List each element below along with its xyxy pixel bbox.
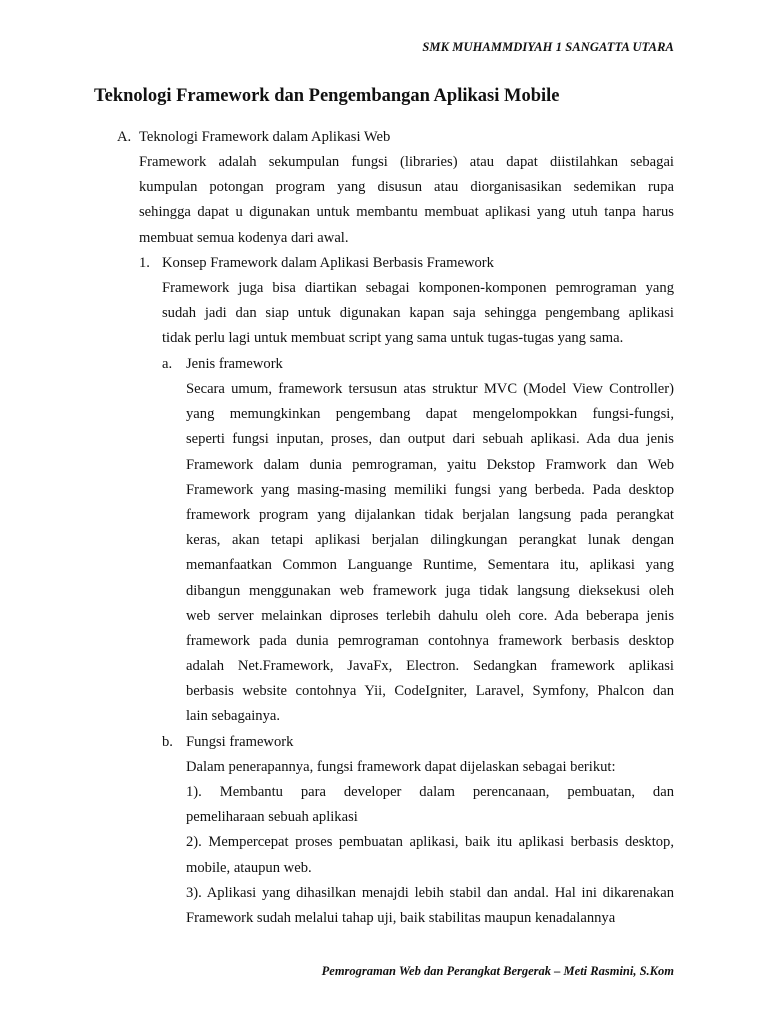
paragraph-line: memanfaatkan Common Languange Runtime, Sementara itu, aplikasi yang	[186, 557, 674, 573]
paragraph-line: sudah jadi dan siap untuk digunakan kapan saja sehingga pengembang aplikasi	[162, 305, 674, 321]
paragraph-line: sehingga dapat u digunakan untuk membantu membuat aplikasi yang utuh tanpa harus	[139, 204, 674, 220]
paragraph-line: framework program yang dijalankan tidak berjalan langsung pada perangkat	[186, 507, 674, 523]
page-title: Teknologi Framework dan Pengembangan Aplikasi Mobile	[94, 86, 560, 106]
paragraph-line: framework pada dunia pemrograman contohnya framework berbasis desktop	[186, 633, 674, 649]
page-footer: Pemrograman Web dan Perangkat Bergerak – Meti Rasmini, S.Kom	[321, 964, 674, 978]
paragraph-line: membuat semua kodenya dari awal.	[139, 230, 349, 246]
paragraph-line: lain sebagainya.	[186, 708, 281, 724]
paragraph-line: adalah Net.Framework, JavaFx, Electron. Sedangkan framework aplikasi	[186, 658, 674, 674]
paragraph-line: tidak perlu lagi untuk membuat script yang sama untuk tugas-tugas yang sama.	[162, 330, 624, 346]
list-item: 3). Aplikasi yang dihasilkan menajdi lebih stabil dan andal. Hal ini dikarenakan	[186, 885, 674, 901]
paragraph-line: Framework yang masing-masing memiliki fungsi yang berbeda. Pada desktop	[186, 482, 674, 498]
paragraph-line: Secara umum, framework tersusun atas struktur MVC (Model View Controller)	[186, 381, 674, 397]
list-item-continued: pemeliharaan sebuah aplikasi	[186, 809, 358, 825]
section-a-sub-heading: Jenis framework	[186, 356, 283, 372]
paragraph-line: Framework dalam dunia pemrograman, yaitu Dekstop Framwork dan Web	[186, 457, 674, 473]
paragraph-line: yang memungkinkan pengembang dapat mengelompokkan fungsi-fungsi,	[186, 406, 674, 422]
section-1-marker: 1.	[139, 255, 150, 271]
paragraph-line: web server melainkan diproses terlebih dahulu oleh core. Ada beberapa jenis	[186, 608, 674, 624]
section-a-marker: A.	[117, 129, 132, 145]
paragraph-line: berbasis website contohnya Yii, CodeIgniter, Laravel, Symfony, Phalcon dan	[186, 683, 674, 699]
paragraph-line: seperti fungsi inputan, proses, dan output dari sebuah aplikasi. Ada dua jenis	[186, 431, 674, 447]
paragraph-line: Framework juga bisa diartikan sebagai komponen-komponen pemrograman yang	[162, 280, 674, 296]
section-a-sub-marker: a.	[162, 356, 173, 372]
section-b-sub-heading: Fungsi framework	[186, 734, 294, 750]
page-header: SMK MUHAMMDIYAH 1 SANGATTA UTARA	[422, 40, 674, 54]
paragraph-line: Framework adalah sekumpulan fungsi (libraries) atau dapat diistilahkan sebagai	[139, 154, 674, 170]
list-item: 1). Membantu para developer dalam perencanaan, pembuatan, dan	[186, 784, 674, 800]
paragraph-line: dibangun menggunakan web framework juga tidak langsung dieksekusi oleh	[186, 583, 674, 599]
paragraph-line: Dalam penerapannya, fungsi framework dapat dijelaskan sebagai berikut:	[186, 759, 616, 775]
section-a-heading: Teknologi Framework dalam Aplikasi Web	[139, 129, 391, 145]
paragraph-line: kumpulan potongan program yang disusun atau diorganisasikan sedemikan rupa	[139, 179, 674, 195]
list-item-continued: Framework sudah melalui tahap uji, baik stabilitas maupun kenadalannya	[186, 910, 616, 926]
paragraph-line: keras, akan tetapi aplikasi berjalan dilingkungan perangkat lunak dengan	[186, 532, 674, 548]
list-item-continued: mobile, ataupun web.	[186, 860, 312, 876]
section-b-sub-marker: b.	[162, 734, 173, 750]
section-1-heading: Konsep Framework dalam Aplikasi Berbasis Framework	[162, 255, 494, 271]
list-item: 2). Mempercepat proses pembuatan aplikasi, baik itu aplikasi berbasis desktop,	[186, 834, 674, 850]
